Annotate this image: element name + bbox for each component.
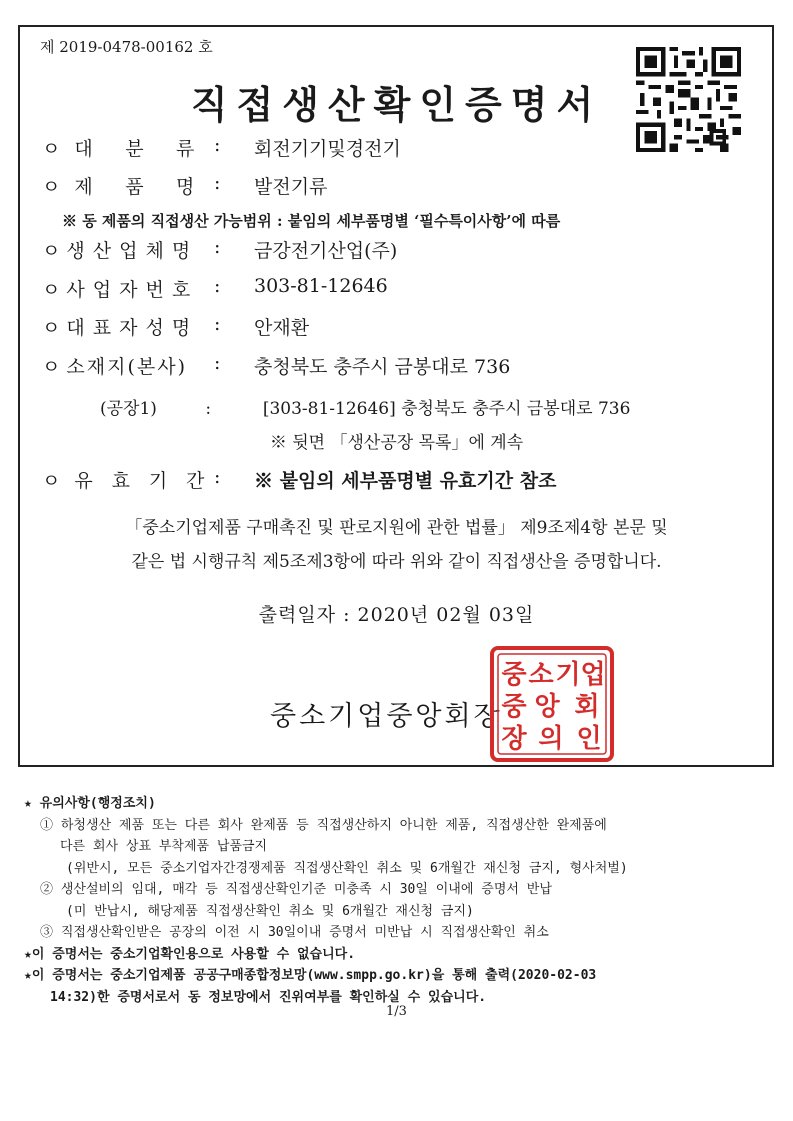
law-text-line1: 「중소기업제품 구매촉진 및 판로지원에 관한 법률」 제9조제4항 본문 및	[125, 518, 668, 538]
note-item-1c: (위반시, 모든 중소기업자간경쟁제품 직접생산확인 취소 및 6개월간 재신청 금지, 형사처벌)	[66, 860, 628, 876]
product-label: ㅇ 제 품 명	[42, 176, 195, 198]
note-item-2b: (미 반납시, 해당제품 직접생산확인 취소 및 6개월간 재신청 금지)	[66, 903, 474, 919]
business-number-label: ㅇ 사업자번호	[42, 279, 199, 301]
notes-section	[24, 793, 628, 1008]
qr-code-icon	[636, 47, 741, 152]
certificate-title: 직접생산확인증명서	[190, 82, 603, 127]
seal-char: 회	[574, 692, 600, 722]
category-label: ㅇ 대 분 류	[42, 138, 195, 160]
manufacturer-label: ㅇ 생산업체명	[42, 240, 199, 262]
address-label: ㅇ 소재지(본사)	[42, 356, 188, 378]
business-number-row: ㅇ 사업자번호 : 303-81-12646	[42, 275, 388, 301]
note-item-2a: ② 생산설비의 임대, 매각 등 직접생산확인기준 미충족 시 30일 이내에 증명서 반납	[40, 882, 552, 897]
representative-row: ㅇ 대표자성명 : 안재환	[42, 313, 310, 339]
issuer-name: 중소기업중앙회장	[270, 701, 503, 732]
seal-char: 중	[501, 660, 527, 690]
factory-label: (공장1)	[100, 399, 157, 419]
seal-char: 앙	[534, 692, 560, 722]
address-value: 충청북도 충주시 금봉대로 736	[254, 356, 511, 378]
scope-note: ※ 동 제품의 직접생산 가능범위 : 붙임의 세부품명별 ‘필수특이사항’에 따름	[62, 212, 561, 230]
business-number-value: 303-81-12646	[254, 275, 388, 297]
seal-char: 의	[538, 724, 564, 754]
product-row: ㅇ 제 품 명 : 발전기류	[42, 172, 328, 198]
seal-char: 중	[501, 692, 527, 722]
validity-label: ㅇ 유 효 기 간	[42, 470, 205, 492]
seal-char: 업	[580, 660, 606, 690]
note-item-3: ③ 직접생산확인받은 공장의 이전 시 30일이내 증명서 미반납 시 직접생산확인 취소	[40, 925, 549, 940]
continued-note: ※ 뒷면 「생산공장 목록」에 계속	[269, 433, 524, 453]
seal-char: 장	[501, 724, 527, 754]
factory-value: [303-81-12646] 충청북도 충주시 금봉대로 736	[262, 399, 631, 419]
representative-value: 안재환	[254, 317, 310, 339]
category-row: ㅇ 대 분 류 : 회전기기및경전기	[42, 134, 401, 160]
category-value: 회전기기및경전기	[254, 138, 401, 160]
note-star-2b: 14:32)한 증명서로서 동 정보망에서 진위여부를 확인하실 수 있습니다.	[50, 989, 487, 1005]
manufacturer-value: 금강전기산업(주)	[254, 240, 398, 262]
page-number: 1/3	[386, 1004, 407, 1019]
seal-char: 소	[528, 660, 554, 690]
factory-row: (공장1) : [303-81-12646] 충청북도 충주시 금봉대로 736	[100, 394, 630, 419]
manufacturer-row: ㅇ 생산업체명 : 금강전기산업(주)	[42, 236, 398, 262]
note-item-1b: 다른 회사 상표 부착제품 납품금지	[60, 839, 268, 854]
representative-label: ㅇ 대표자성명	[42, 317, 199, 339]
official-seal-icon	[489, 645, 615, 763]
validity-row: ㅇ 유 효 기 간 : ※ 붙임의 세부품명별 유효기간 참조	[42, 466, 557, 492]
note-item-1a: ① 하청생산 제품 또는 다른 회사 완제품 등 직접생산하지 아니한 제품, 직접생산한 완제품에	[40, 817, 607, 833]
address-row: ㅇ 소재지(본사) : 충청북도 충주시 금봉대로 736	[42, 352, 511, 378]
seal-char: 기	[555, 660, 581, 690]
law-text-line2: 같은 법 시행규칙 제5조제3항에 따라 위와 같이 직접생산을 증명합니다.	[131, 552, 662, 572]
issue-date: 출력일자 : 2020년 02월 03일	[258, 604, 535, 626]
validity-value: ※ 붙임의 세부품명별 유효기간 참조	[254, 470, 557, 492]
seal-char: 인	[576, 724, 602, 754]
note-star-1: ★이 증명서는 중소기업확인용으로 사용할 수 없습니다.	[24, 946, 356, 962]
product-value: 발전기류	[254, 176, 328, 198]
certificate-number: 제 2019-0478-00162 호	[40, 38, 213, 56]
note-star-2a: ★이 증명서는 중소기업제품 공공구매종합정보망(www.smpp.go.kr)을 통해 출력(2020-02-03	[24, 968, 597, 983]
notes-heading: ★ 유의사항(행정조치)	[24, 796, 156, 811]
